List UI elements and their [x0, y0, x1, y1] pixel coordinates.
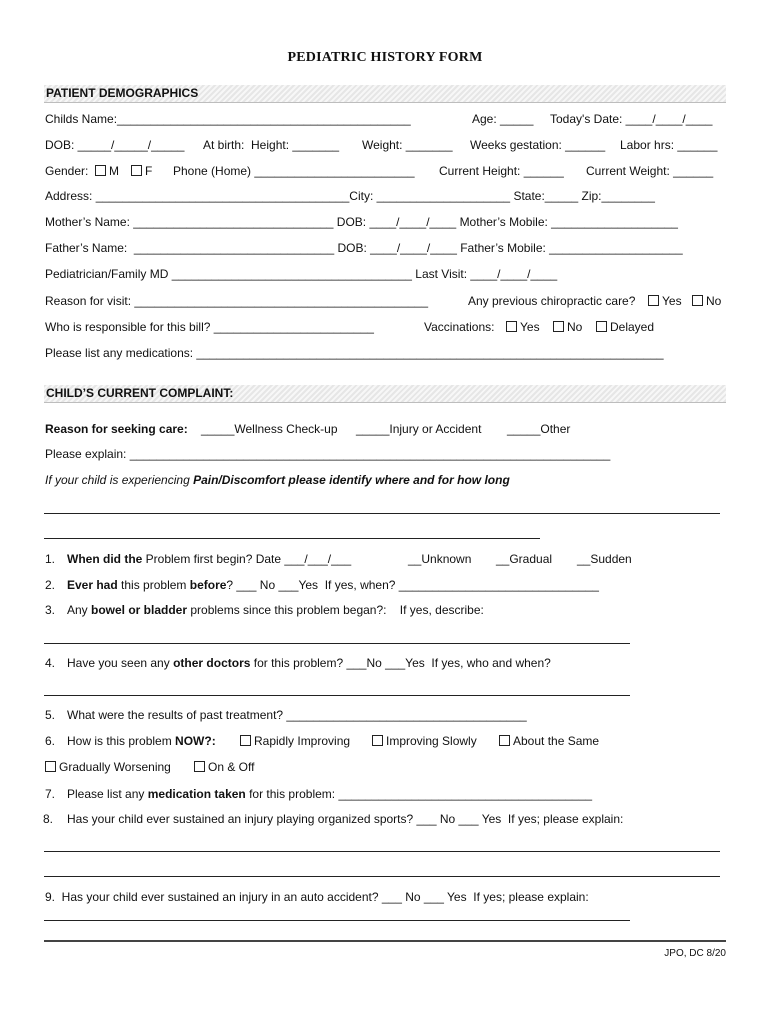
- option-label: Rapidly Improving: [254, 734, 351, 748]
- q6-pre: How is this problem: [67, 734, 176, 748]
- answer-line[interactable]: [44, 643, 630, 644]
- q3-bold: bowel or bladder: [91, 603, 188, 617]
- q7-text[interactable]: [67, 787, 592, 801]
- form-title: PEDIATRIC HISTORY FORM: [287, 50, 483, 65]
- q6-number: 6.: [45, 734, 56, 748]
- q6-bold: NOW?:: [175, 734, 216, 748]
- checkbox-icon[interactable]: [692, 295, 703, 306]
- wellness-option[interactable]: _____Wellness Check-up: [201, 422, 338, 436]
- q2-bold1: Ever had: [67, 578, 118, 592]
- birth-height-field[interactable]: At birth: Height: _______: [203, 138, 340, 152]
- option-label: Gradually Worsening: [59, 760, 171, 774]
- age-field[interactable]: Age: _____: [472, 112, 534, 126]
- q2-bold2: before: [189, 578, 227, 592]
- no-label: No: [567, 320, 583, 334]
- gender-m-option[interactable]: [95, 164, 119, 178]
- pain-instruction: [45, 473, 510, 487]
- option-label: Improving Slowly: [386, 734, 477, 748]
- q4-pre: Have you seen any: [67, 656, 174, 670]
- medications-field[interactable]: Please list any medications: ______________________________________________________________________: [45, 346, 664, 360]
- answer-line[interactable]: [44, 876, 720, 877]
- current-weight-field[interactable]: Current Weight: ______: [586, 164, 714, 178]
- gender-label: Gender:: [45, 164, 89, 178]
- q7-number: 7.: [45, 787, 56, 801]
- answer-line[interactable]: [44, 851, 720, 852]
- checkbox-icon[interactable]: [506, 321, 517, 332]
- q3-pre: Any: [67, 603, 92, 617]
- phone-home-field[interactable]: Phone (Home) ________________________: [173, 164, 415, 178]
- mother-field[interactable]: Mother’s Name: ______________________________ DOB: ____/____/____ Mother’s Mobile: ___________________: [45, 215, 678, 229]
- gender-f-label: F: [145, 164, 153, 178]
- birth-weight-field[interactable]: Weight: _______: [362, 138, 453, 152]
- gender-f-option[interactable]: [131, 164, 152, 178]
- checkbox-icon[interactable]: [596, 321, 607, 332]
- q4-rest: for this problem? ___No ___Yes If yes, who and when?: [250, 656, 551, 670]
- reason-seeking-label: Reason for seeking care:: [45, 422, 188, 436]
- q1-number: 1.: [45, 552, 56, 566]
- q3-number: 3.: [45, 603, 56, 617]
- checkbox-icon[interactable]: [648, 295, 659, 306]
- q6-option-about-same[interactable]: [499, 734, 599, 748]
- answer-line[interactable]: [44, 695, 630, 696]
- q9-text: 9. Has your child ever sustained an injury in an auto accident? ___ No ___ Yes If yes; please explain:: [45, 890, 589, 904]
- q6-option-gradually-worsening[interactable]: [45, 760, 171, 774]
- reason-for-visit-field[interactable]: Reason for visit: ____________________________________________: [45, 294, 429, 308]
- q7-bold: medication taken: [147, 787, 246, 801]
- address-field[interactable]: Address: ______________________________________City: ____________________ State:_____ Zip:________: [45, 189, 655, 203]
- checkbox-icon[interactable]: [95, 165, 106, 176]
- vaccinations-yes[interactable]: [506, 320, 540, 334]
- yes-label: Yes: [520, 320, 540, 334]
- section-title: PATIENT DEMOGRAPHICS: [46, 86, 199, 100]
- q1-sudden[interactable]: __Sudden: [577, 552, 632, 566]
- dob-field[interactable]: DOB: _____/_____/_____: [45, 138, 185, 152]
- q4-text[interactable]: [67, 656, 551, 670]
- q2-text[interactable]: [67, 578, 599, 592]
- no-label: No: [706, 294, 722, 308]
- checkbox-icon[interactable]: [45, 761, 56, 772]
- answer-line[interactable]: [44, 513, 720, 514]
- responsible-field[interactable]: Who is responsible for this bill? ________________________: [45, 320, 374, 334]
- checkbox-icon[interactable]: [240, 735, 251, 746]
- explain-field[interactable]: Please explain: ________________________________________________________________________: [45, 447, 611, 461]
- q1-text[interactable]: [67, 552, 351, 566]
- q6-option-rapidly-improving[interactable]: [240, 734, 350, 748]
- q8-number: 8.: [43, 812, 54, 826]
- vaccinations-no[interactable]: [553, 320, 582, 334]
- option-label: On & Off: [208, 760, 255, 774]
- option-label: About the Same: [513, 734, 600, 748]
- father-field[interactable]: Father’s Name: ______________________________ DOB: ____/____/____ Father’s Mobile: ____________________: [45, 241, 683, 255]
- q4-bold: other doctors: [173, 656, 251, 670]
- q6-option-improving-slowly[interactable]: [372, 734, 477, 748]
- vaccinations-label: Vaccinations:: [424, 320, 495, 334]
- q6-option-on-off[interactable]: [194, 760, 254, 774]
- vaccinations-delayed[interactable]: [596, 320, 654, 334]
- q1-unknown[interactable]: __Unknown: [408, 552, 472, 566]
- prev-chiro-no[interactable]: [692, 294, 721, 308]
- q1-bold: When did the: [67, 552, 143, 566]
- section-title: CHILD’S CURRENT COMPLAINT:: [46, 386, 234, 400]
- q5-number: 5.: [45, 708, 56, 722]
- q4-number: 4.: [45, 656, 56, 670]
- pain-bold-text: Pain/Discomfort please identify where and for how long: [193, 473, 510, 487]
- gender-m-label: M: [109, 164, 119, 178]
- section-header-demographics: [44, 85, 726, 103]
- footer-code: JPO, DC 8/20: [664, 948, 726, 959]
- injury-option[interactable]: _____Injury or Accident: [356, 422, 482, 436]
- delayed-label: Delayed: [610, 320, 655, 334]
- q7-pre: Please list any: [67, 787, 148, 801]
- q3-rest: problems since this problem began?: If yes, describe:: [187, 603, 484, 617]
- answer-line[interactable]: [44, 538, 540, 539]
- todays-date-field[interactable]: Today's Date: ____/____/____: [550, 112, 713, 126]
- q1-gradual[interactable]: __Gradual: [496, 552, 553, 566]
- weeks-gestation-field[interactable]: Weeks gestation: ______: [470, 138, 606, 152]
- checkbox-icon[interactable]: [131, 165, 142, 176]
- q3-text: [67, 603, 484, 617]
- checkbox-icon[interactable]: [372, 735, 383, 746]
- other-option[interactable]: _____Other: [507, 422, 571, 436]
- section-header-complaint: [44, 385, 726, 403]
- pain-prefix: If your child is experiencing: [45, 473, 194, 487]
- yes-label: Yes: [662, 294, 682, 308]
- checkbox-icon[interactable]: [499, 735, 510, 746]
- footer-divider: [44, 940, 726, 942]
- q5-text[interactable]: What were the results of past treatment? ____________________________________: [67, 708, 527, 722]
- checkbox-icon[interactable]: [553, 321, 564, 332]
- q2-mid: this problem: [117, 578, 190, 592]
- answer-line[interactable]: [44, 920, 630, 921]
- prev-chiro-label: Any previous chiropractic care?: [468, 294, 636, 308]
- current-height-field[interactable]: Current Height: ______: [439, 164, 564, 178]
- pediatrician-field[interactable]: Pediatrician/Family MD ____________________________________ Last Visit: ____/____/____: [45, 267, 558, 281]
- q7-rest: for this problem: ______________________________________: [245, 787, 593, 801]
- labor-hours-field[interactable]: Labor hrs: ______: [620, 138, 718, 152]
- q6-text: [67, 734, 216, 748]
- childs-name-field[interactable]: Childs Name:____________________________________________: [45, 112, 411, 126]
- q2-rest: ? ___ No ___Yes If yes, when? ______________________________: [226, 578, 599, 592]
- q2-number: 2.: [45, 578, 56, 592]
- q8-text: Has your child ever sustained an injury playing organized sports? ___ No ___ Yes If yes; please explain:: [67, 812, 624, 826]
- prev-chiro-yes[interactable]: [648, 294, 682, 308]
- checkbox-icon[interactable]: [194, 761, 205, 772]
- q1-rest: Problem first begin? Date ___/___/___: [142, 552, 352, 566]
